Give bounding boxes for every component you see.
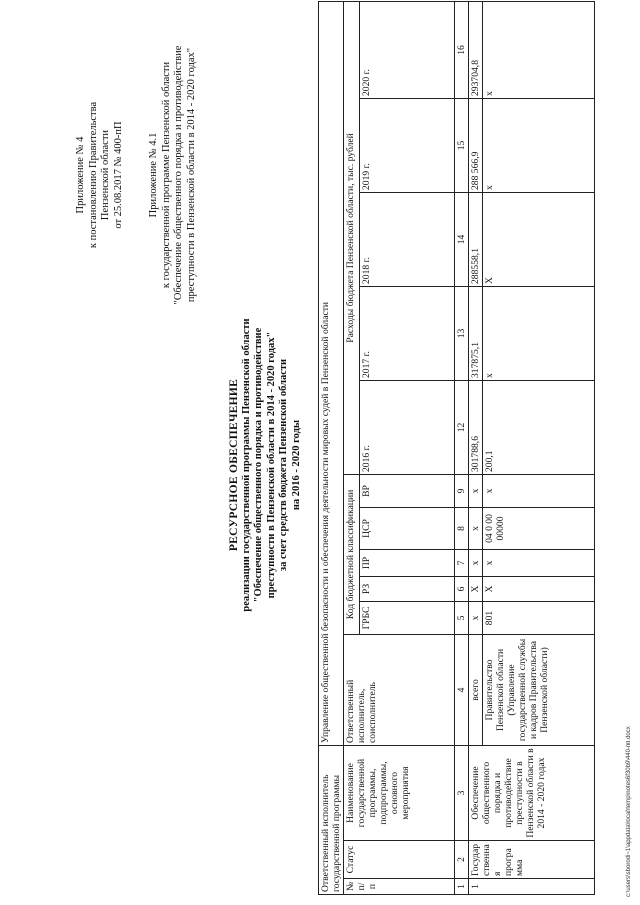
- cell-pr: x: [483, 549, 595, 576]
- header-executor: Ответственный исполнитель, соисполнитель: [344, 634, 455, 745]
- appendix-main-line1: Приложение № 4: [75, 136, 86, 214]
- header-row-responsible: [319, 1, 344, 894]
- cell-2016: 200,1: [483, 380, 595, 474]
- executor-government: Правительство Пензенской области (Управление государственной службы и кадров Правительства Пензенской области): [483, 634, 595, 745]
- appendix-sub-line2: к государственной программе Пензенской области: [160, 61, 172, 289]
- title-line2: реализации государственной программы Пензенской области: [240, 318, 252, 612]
- cell-rz: X: [469, 576, 483, 601]
- column-number: 2: [455, 841, 469, 879]
- cell-2016: 301788,6: [469, 380, 483, 474]
- cell-2020: x: [483, 1, 595, 98]
- column-number: 12: [455, 380, 469, 474]
- column-number: 16: [455, 1, 469, 98]
- cell-2017: 317875,1: [469, 286, 483, 380]
- appendix-main: [75, 85, 125, 265]
- column-number: 13: [455, 286, 469, 380]
- cell-2019: 288 566,9: [469, 98, 483, 192]
- header-responsible-executor: Ответственный исполнитель государственной программы: [319, 745, 344, 894]
- header-year-2017: 2017 г.: [360, 286, 455, 380]
- title-line3: "Обеспечение общественного порядка и противодействие: [253, 327, 264, 603]
- cell-grbs: 801: [483, 601, 595, 634]
- row-status: Государственная программа: [469, 841, 595, 879]
- document-title: [228, 205, 303, 725]
- column-number: 6: [455, 576, 469, 601]
- cell-2018: X: [483, 192, 595, 286]
- cell-vr: x: [469, 474, 483, 507]
- column-number: 8: [455, 507, 469, 549]
- cell-2017: x: [483, 286, 595, 380]
- row-number: 1: [469, 879, 595, 895]
- column-number: 4: [455, 634, 469, 745]
- resource-table: [318, 1, 595, 895]
- cell-csr: x: [469, 507, 483, 549]
- table-row-total: [469, 1, 483, 894]
- cell-2020: 293704,8: [469, 1, 483, 98]
- cell-2018: 288558,1: [469, 192, 483, 286]
- header-status: Статус: [344, 841, 455, 879]
- cell-vr: x: [483, 474, 595, 507]
- header-pr: ПР: [360, 549, 455, 576]
- appendix-sub-line1: Приложение № 4.1: [148, 132, 159, 218]
- header-rz: РЗ: [360, 576, 455, 601]
- title-main: РЕСУРСНОЕ ОБЕСПЕЧЕНИЕ: [228, 378, 240, 552]
- header-year-2020: 2020 г.: [360, 1, 455, 98]
- header-program-name: Наименование государственной программы, подпрограммы, основного мероприятия: [344, 745, 455, 840]
- column-number: 7: [455, 549, 469, 576]
- header-vr: ВР: [360, 474, 455, 507]
- appendix-main-line2: к постановлению Правительства: [87, 101, 99, 249]
- header-expenses: Расходы бюджета Пензенской области, тыс. рублей: [344, 1, 360, 474]
- column-number: 14: [455, 192, 469, 286]
- header-csr: ЦСР: [360, 507, 455, 549]
- appendix-main-line3: Пензенской области: [100, 129, 111, 221]
- header-row-groups: [344, 1, 360, 894]
- cell-csr: 04 0 00 00000: [483, 507, 595, 549]
- header-grbs: ГРБС: [360, 601, 455, 634]
- cell-grbs: x: [469, 601, 483, 634]
- column-number: 3: [455, 745, 469, 840]
- header-row-number: № п/п: [344, 879, 455, 895]
- header-management-name: Управление общественной безопасности и обеспечения деятельности мировых судей в Пензенской области: [319, 1, 344, 745]
- column-number: 5: [455, 601, 469, 634]
- row-program-name: Обеспечение общественного порядка и противодействие преступности в Пензенской области в 2014 - 2020 годах: [469, 745, 595, 840]
- column-number: 1: [455, 879, 469, 895]
- column-number: 15: [455, 98, 469, 192]
- header-budget-code: Код бюджетной классификации: [344, 474, 360, 634]
- header-year-2018: 2018 г.: [360, 192, 455, 286]
- title-line4: преступности в Пензенской области в 2014 - 2020 годах": [265, 331, 277, 599]
- executor-total: всего: [469, 634, 483, 745]
- appendix-main-line4: от 25.08.2017 № 400-пП: [112, 121, 124, 229]
- cell-rz: X: [483, 576, 595, 601]
- footer-file-path: c:\users\sborodi~1\appdata\local\temp\notes6f30b9\440-пп.docx: [626, 726, 632, 897]
- header-year-2019: 2019 г.: [360, 98, 455, 192]
- title-line6: на 2016 - 2020 годы: [290, 419, 302, 511]
- column-number-row: [455, 1, 469, 894]
- column-number: 9: [455, 474, 469, 507]
- appendix-sub-line4: преступности в Пензенской области в 2014 - 2020 годах": [185, 47, 197, 303]
- appendix-sub-line3: "Обеспечение общественного порядка и противодействие: [173, 45, 184, 305]
- appendix-sub: [148, 5, 198, 345]
- cell-2019: x: [483, 98, 595, 192]
- title-line5: за счет средств бюджета Пензенской области: [278, 358, 289, 572]
- header-year-2016: 2016 г.: [360, 380, 455, 474]
- cell-pr: x: [469, 549, 483, 576]
